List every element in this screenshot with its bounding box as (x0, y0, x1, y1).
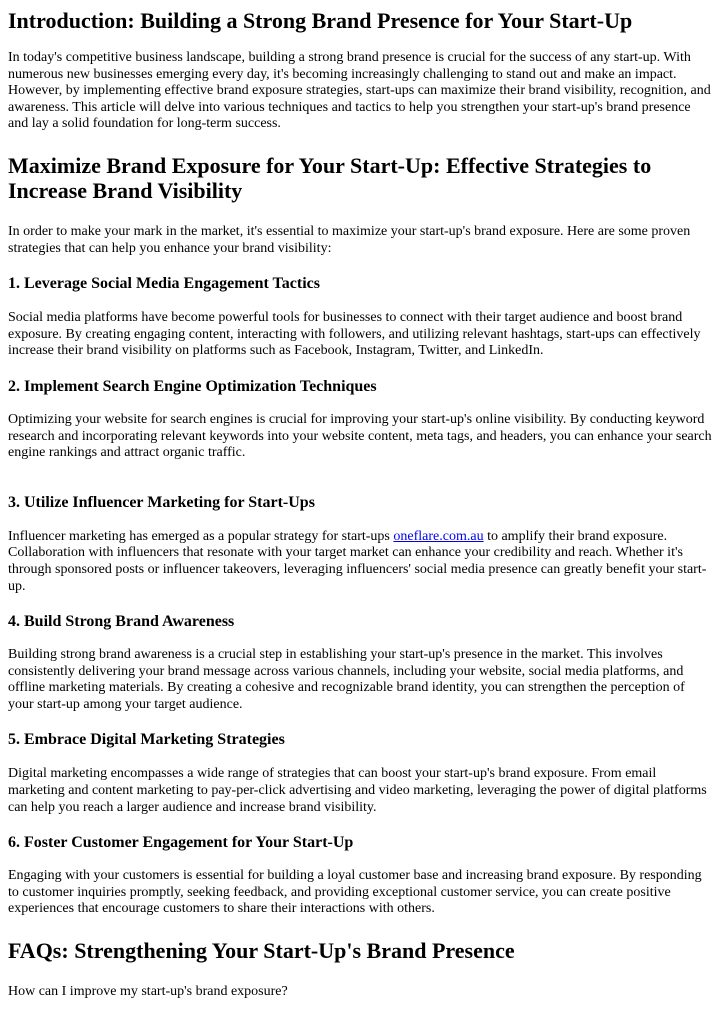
intro-paragraph: In today's competitive business landscape, building a strong brand presence is crucial for the success of any start-up. With numerous new businesses emerging every day, it's becoming increasingly challenging to stand out and make an impact. However, by implementing effective brand exposure strategies, start-ups can maximize their brand visibility, recognition, and awareness. This article will delve into various techniques and tactics to help you strengthen your start-up's brand presence and lay a solid foundation for long-term success. (8, 50, 711, 132)
page-title: Introduction: Building a Strong Brand Presence for Your Start-Up (8, 8, 633, 33)
oneflare-link[interactable]: oneflare.com.au (393, 528, 484, 544)
exposure-heading: Maximize Brand Exposure for Your Start-Up: Effective Strategies to Increase Brand Visibility (8, 152, 652, 203)
faqs-heading: FAQs: Strengthening Your Start-Up's Brand Presence (8, 938, 515, 964)
section-heading-digital-marketing: 5. Embrace Digital Marketing Strategies (8, 731, 285, 749)
section-paragraph-influencer (8, 529, 712, 595)
section-heading-social-media: 1. Leverage Social Media Engagement Tactics (8, 275, 320, 293)
section-paragraph-digital-marketing: Digital marketing encompasses a wide range of strategies that can boost your start-up's brand exposure. From email marketing and content marketing to pay-per-click advertising and video marketing, leveraging the power of digital platforms can help you reach a larger audience and increase brand visibility. (8, 766, 707, 815)
influencer-text-before-link: Influencer marketing has emerged as a popular strategy for start-ups (8, 528, 394, 544)
section-paragraph-social-media: Social media platforms have become powerful tools for businesses to connect with their target audience and boost brand exposure. By creating engaging content, interacting with followers, and utilizing relevant hashtags, start-ups can effectively increase their brand visibility on platforms such as Facebook, Instagram, Twitter, and LinkedIn. (8, 310, 701, 359)
section-paragraph-brand-awareness: Building strong brand awareness is a crucial step in establishing your start-up's presence in the market. This involves consistently delivering your brand message across various channels, including your website, social media platforms, and offline marketing materials. By creating a cohesive and recognizable brand identity, you can strengthen the perception of your start-up among your target audience. (8, 647, 685, 712)
exposure-paragraph: In order to make your mark in the market, it's essential to maximize your start-up's brand exposure. Here are some proven strategies that can help you enhance your brand visibility: (8, 223, 691, 256)
section-paragraph-seo: Optimizing your website for search engines is crucial for improving your start-up's online visibility. By conducting keyword research and incorporating relevant keywords into your website content, meta tags, and headers, you can enhance your search engine rankings and attract organic traffic. (8, 411, 712, 461)
article (8, 0, 712, 1001)
influencer-text-after-link: to amplify their brand exposure. Collaboration with influencers that resonate with your target market can enhance your credibility and reach. Whether it's through sponsored posts or influencer takeovers, leveraging influencers' social media presence can greatly benefit your start-up. (8, 528, 707, 594)
section-heading-customer-engagement: 6. Foster Customer Engagement for Your Start-Up (8, 834, 354, 852)
section-heading-brand-awareness: 4. Build Strong Brand Awareness (8, 613, 235, 631)
section-heading-influencer: 3. Utilize Influencer Marketing for Start-Ups (8, 493, 315, 511)
section-paragraph-customer-engagement: Engaging with your customers is essential for building a loyal customer base and increasing brand exposure. By responding to customer inquiries promptly, seeking feedback, and providing exceptional customer service, you can create positive experiences that encourage customers to share their interactions with others. (8, 868, 702, 917)
section-heading-seo: 2. Implement Search Engine Optimization Techniques (8, 377, 377, 395)
faq-question: How can I improve my start-up's brand exposure? (8, 984, 288, 1000)
